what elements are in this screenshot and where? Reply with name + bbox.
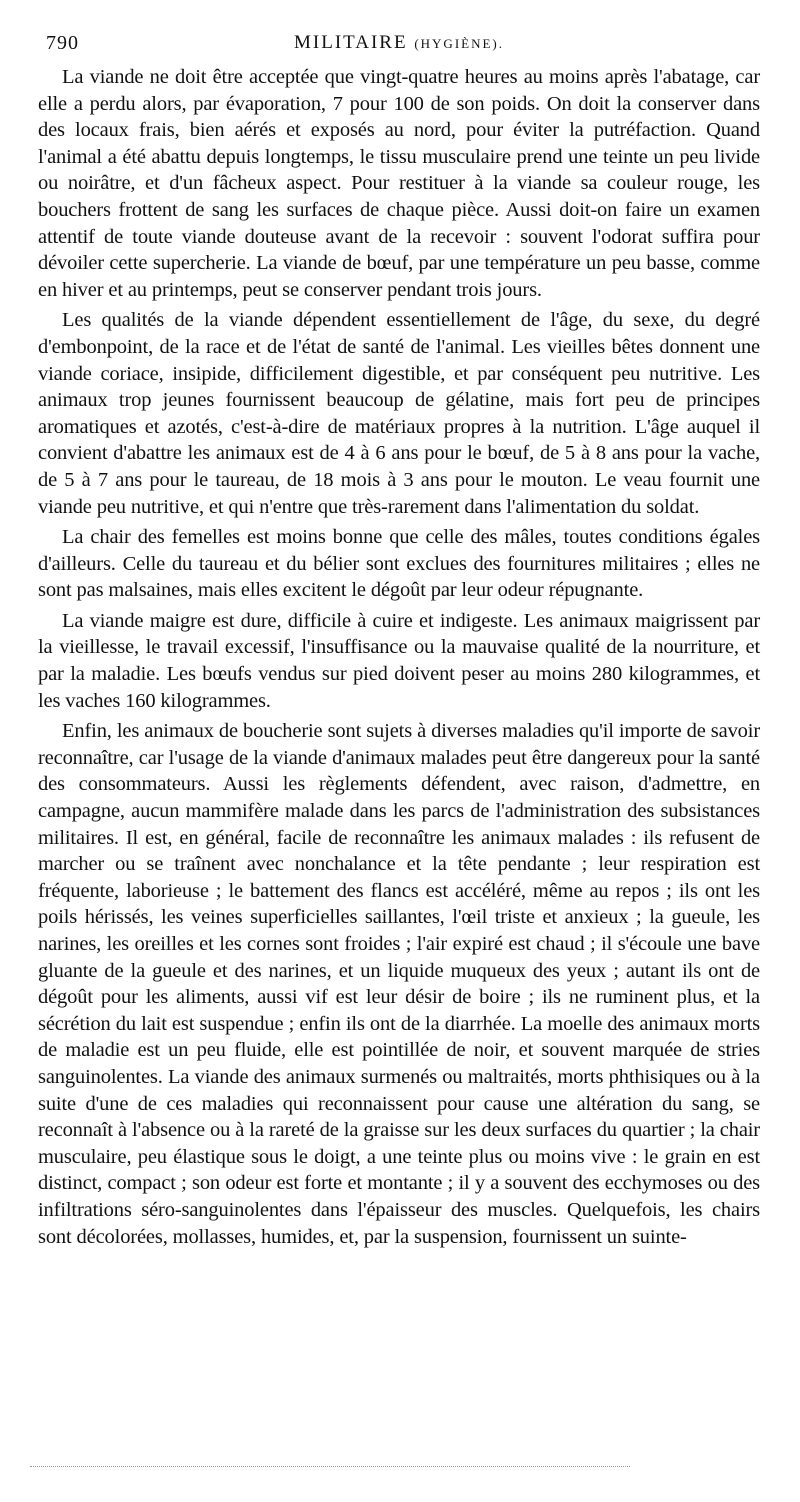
paragraph: La chair des femelles est moins bonne que celle des mâles, toutes conditions égales d'ailleurs. Celle du taureau et du bélier sont exclues des fournitures militaires ; elles ne sont pas malsaines, mais elles excitent le dégoût par leur odeur répugnante.: [38, 526, 760, 602]
paragraph: Les qualités de la viande dépendent essentiellement de l'âge, du sexe, du degré d'embonpoint, de la race et de l'état de santé de l'animal. Les vieilles bêtes donnent une viande coriace, insipide, difficilement digestible, et par conséquent peu nutritive. Les animaux trop jeunes fournissent beaucoup de gélatine, mais fort peu de principes aromatiques et azotés, c'est-à-dire de matériaux propres à la nutrition. L'âge auquel il convient d'abattre les animaux est de 4 à 6 ans pour le bœuf, de 5 à 8 ans pour la vache, de 5 à 7 ans pour le taureau, de 18 mois à 3 ans pour le mouton. Le veau fournit une viande peu nutritive, et qui n'entre que très-rarement dans l'alimentation du soldat.: [38, 309, 760, 518]
paragraph: La viande ne doit être acceptée que vingt-quatre heures au moins après l'abatage, car elle a perdu alors, par évaporation, 7 pour 100 de son poids. On doit la conserver dans des locaux frais, bien aérés et exposés au nord, pour éviter la putréfaction. Quand l'animal a été abattu depuis longtemps, le tissu musculaire prend une teinte un peu livide ou noirâtre, et d'un fâcheux aspect. Pour restituer à la viande sa couleur rouge, les bouchers frottent de sang les surfaces de chaque pièce. Aussi doit-on faire un examen attentif de toute viande douteuse avant de la recevoir : souvent l'odorat suffira pour dévoiler cette supercherie. La viande de bœuf, par une température un peu basse, comme en hiver et au printemps, peut se conserver pendant trois jours.: [38, 66, 760, 301]
document-page: [38, 28, 760, 1254]
footer-rule: [30, 1466, 630, 1467]
paragraph: Enfin, les animaux de boucherie sont sujets à diverses maladies qu'il importe de savoir reconnaître, car l'usage de la viande d'animaux malades peut être dangereux pour la santé des consommateurs. Aussi les règlements défendent, avec raison, d'admettre, en campagne, aucun mammifère malade dans les parcs de l'administration des subsistances militaires. Il est, en général, facile de reconnaître les animaux malades : ils refusent de marcher ou se traînent avec nonchalance et la tête pendante ; leur respiration est fréquente, laborieuse ; le battement des flancs est accéléré, même au repos ; ils ont les poils hérissés, les veines superficielles saillantes, l'œil triste et anxieux ; la gueule, les narines, les oreilles et les cornes sont froides ; l'air expiré est chaud ; il s'écoule une bave gluante de la gueule et des narines, et un liquide muqueux des yeux ; autant ils ont de dégoût pour les aliments, aussi vif est leur désir de boire ; ils ne ruminent plus, et la sécrétion du lait est suspendue ; enfin ils ont de la diarrhée. La moelle des animaux morts de maladie est un peu fluide, elle est pointillée de noir, et souvent marquée de stries sanguinolentes. La viande des animaux surmenés ou maltraités, morts phthisiques ou à la suite d'une de ces maladies qui reconnaissent pour cause une altération du sang, se reconnaît à l'absence ou à la rareté de la graisse sur les deux surfaces du quartier ; la chair musculaire, peu élastique sous le doigt, a une teinte plus ou moins vive : le grain en est distinct, compact ; son odeur est forte et montante ; il y a souvent des ecchymoses ou des infiltrations séro-sanguinolentes dans l'épaisseur des muscles. Quelquefois, les chairs sont décolorées, mollasses, humides, et, par la suspension, fournissent un suinte-: [38, 720, 760, 1248]
paragraph: La viande maigre est dure, difficile à cuire et indigeste. Les animaux maigrissent par la vieillesse, le travail excessif, l'insuffisance ou la mauvaise qualité de la nourriture, et par la maladie. Les bœufs vendus sur pied doivent peser au moins 280 kilogrammes, et les vaches 160 kilogrammes.: [38, 609, 760, 712]
running-head: [38, 32, 760, 54]
running-head-subtitle: (HYGIÈNE).: [414, 36, 504, 51]
page-number: 790: [46, 32, 79, 54]
running-head-title: MILITAIRE: [294, 32, 408, 53]
page-header: [38, 28, 760, 62]
body-text: [38, 64, 760, 1250]
